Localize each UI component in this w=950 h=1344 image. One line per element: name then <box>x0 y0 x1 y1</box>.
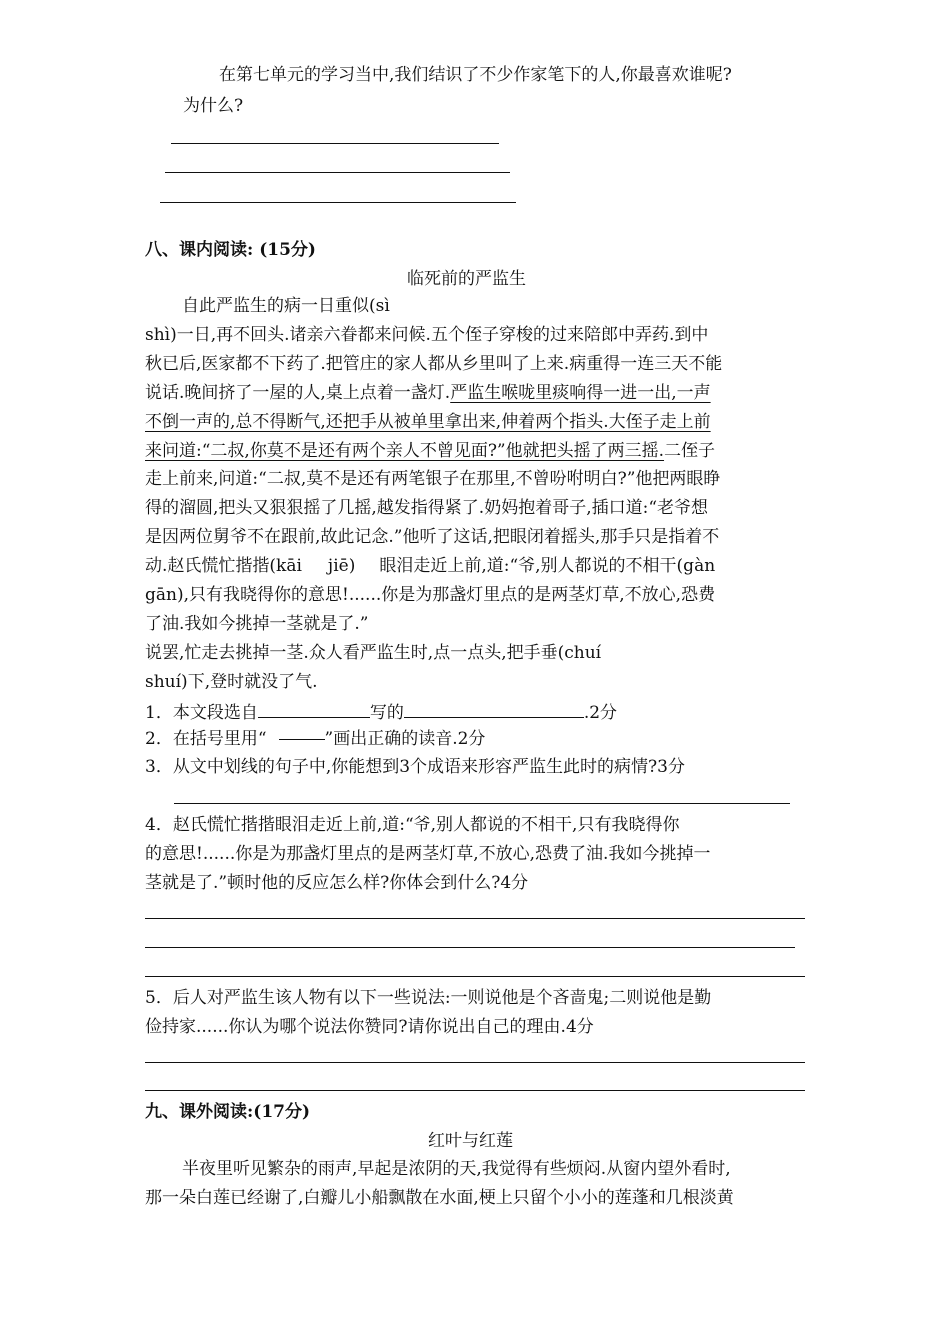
question-1 <box>145 703 617 722</box>
passage-line: 半夜里听见繁杂的雨声,早起是浓阴的天,我觉得有些烦闷.从窗内望外看时, <box>182 1159 731 1179</box>
passage-line: shuí)下,登时就没了气. <box>145 672 318 692</box>
passage-line <box>145 443 715 460</box>
question-5-line: 俭持家......你认为哪个说法你赞同?请你说出自己的理由.4分 <box>145 1017 594 1037</box>
section8-heading: 八、课内阅读: (15分) <box>145 240 316 260</box>
answer-line[interactable] <box>145 1090 805 1091</box>
underline-mark-sample <box>279 739 325 740</box>
answer-line[interactable] <box>165 172 510 173</box>
passage-line: 那一朵白莲已经谢了,白瓣儿小船飘散在水面,梗上只留个小小的莲蓬和几根淡黄 <box>145 1188 734 1208</box>
passage-text: jiē) <box>327 556 356 576</box>
answer-line[interactable] <box>174 803 790 804</box>
passage-line: 走上前来,问道:“二叔,莫不是还有两笔银子在那里,不曾吩咐明白?”他把两眼睁 <box>145 469 721 489</box>
question-text: 写的 <box>369 703 404 723</box>
underlined-sentence: 严监生喉咙里痰响得一进一出,一声 <box>450 383 711 403</box>
answer-line[interactable] <box>145 918 805 919</box>
passage-line: 秋已后,医家都不下药了.把管庄的家人都从乡里叫了上来.病重得一连三天不能 <box>145 354 723 374</box>
answer-line[interactable] <box>145 976 805 977</box>
passage-title: 临死前的严监生 <box>407 269 526 289</box>
question-4-line: 4．赵氏慌忙揩揩眼泪走近上前,道:“爷,别人都说的不相干,只有我晓得你 <box>145 815 680 835</box>
passage-text: 动.赵氏慌忙揩揩(kāi <box>145 556 302 576</box>
question-2 <box>145 731 485 748</box>
question-4-line: 的意思!......你是为那盏灯里点的是两茎灯草,不放心,恐费了油.我如今挑掉一 <box>145 844 711 864</box>
passage-line: 得的溜圆,把头又狠狠摇了几摇,越发指得紧了.奶妈抱着哥子,插口道:“老爷想 <box>145 498 709 518</box>
passage-line: 自此严监生的病一日重似(sì <box>182 296 390 316</box>
underlined-sentence: 不倒一声的,总不得断气,还把手从被单里拿出来,伸着两个指头.大侄子走上前 <box>145 412 711 432</box>
passage-title: 红叶与红莲 <box>428 1131 513 1151</box>
section7-prompt-line1: 在第七单元的学习当中,我们结识了不少作家笔下的人,你最喜欢谁呢? <box>219 65 732 85</box>
section9-heading: 九、课外阅读:(17分) <box>145 1102 311 1122</box>
passage-text: 说话.晚间挤了一屋的人,桌上点着一盏灯. <box>145 383 451 403</box>
question-text: 2．在括号里用“ <box>145 729 267 749</box>
fill-blank[interactable] <box>258 703 370 718</box>
underlined-sentence: 来问道:“二叔,你莫不是还有两个亲人不曾见面?”他就把头摇了两三摇. <box>145 441 665 461</box>
passage-text: 二侄子 <box>664 441 716 461</box>
passage-line: shì)一日,再不回头.诸亲六眷都来问候.五个侄子穿梭的过来陪郎中弄药.到中 <box>145 325 709 345</box>
question-text: ”画出正确的读音.2分 <box>324 729 486 749</box>
answer-line[interactable] <box>171 143 499 144</box>
passage-line <box>145 558 715 575</box>
passage-line: 了油.我如今挑掉一茎就是了.” <box>145 614 369 634</box>
question-4-line: 茎就是了.”顿时他的反应怎么样?你体会到什么?4分 <box>145 873 529 893</box>
answer-line[interactable] <box>145 1062 805 1063</box>
question-text: .2分 <box>583 703 618 723</box>
passage-text: 眼泪走近上前,道:“爷,别人都说的不相干(gàn <box>379 556 716 576</box>
passage-line: 是因两位舅爷不在跟前,故此记念.”他听了这话,把眼闭着摇头,那手只是指着不 <box>145 527 720 547</box>
passage-line: 说罢,忙走去挑掉一茎.众人看严监生时,点一点头,把手垂(chuí <box>145 643 602 663</box>
passage-line: gān),只有我晓得你的意思!......你是为那盏灯里点的是两茎灯草,不放心,恐费 <box>145 585 716 605</box>
answer-line[interactable] <box>145 947 795 948</box>
question-5-line: 5．后人对严监生该人物有以下一些说法:一则说他是个吝啬鬼;二则说他是勤 <box>145 988 712 1008</box>
question-3: 3．从文中划线的句子中,你能想到3个成语来形容严监生此时的病情?3分 <box>145 757 685 777</box>
section7-prompt-line2: 为什么? <box>183 96 244 116</box>
passage-line <box>145 385 711 402</box>
answer-line[interactable] <box>160 202 516 203</box>
fill-blank[interactable] <box>404 703 584 718</box>
question-text: 1．本文段选自 <box>145 703 258 723</box>
